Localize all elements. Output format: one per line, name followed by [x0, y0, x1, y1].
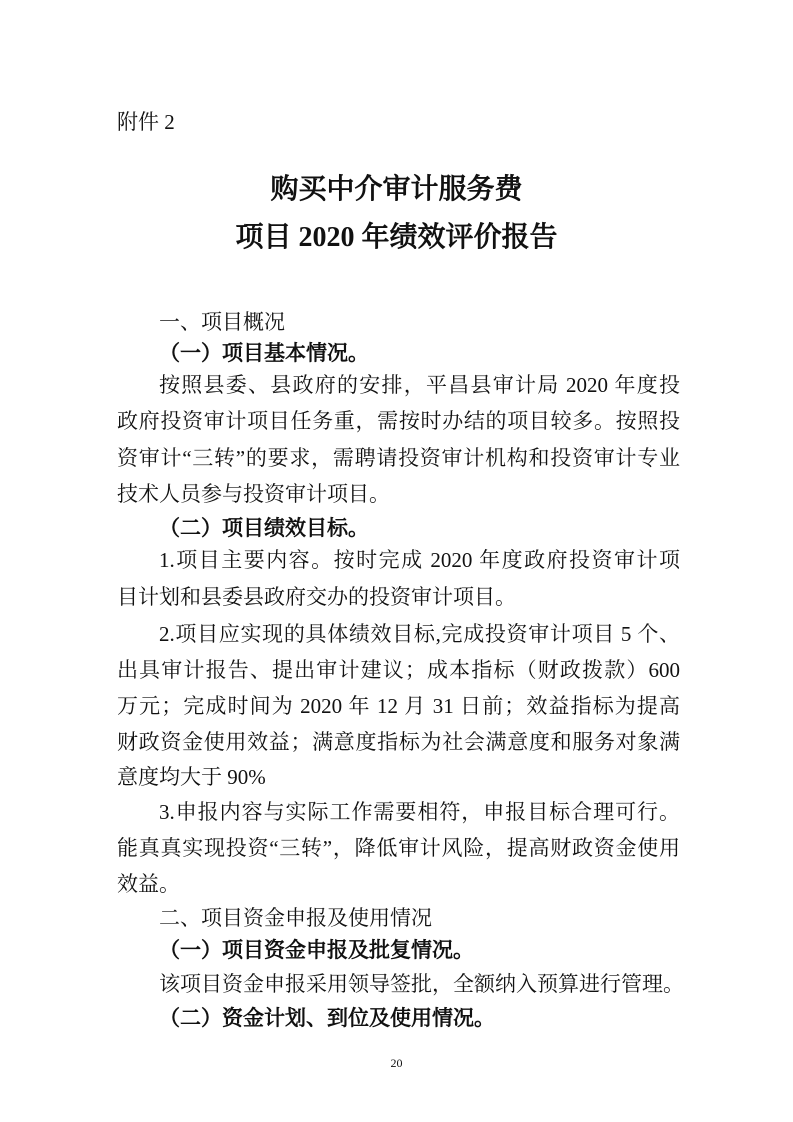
text-line: 效益。: [117, 872, 180, 896]
text-line: 该项目资金申报采用领导签批，全额纳入预算进行管理。: [159, 972, 684, 996]
text-line: 出具审计报告、提出审计建议；成本指标（财政拨款）600: [117, 658, 680, 682]
text-line: 技术人员参与投资审计项目。: [117, 482, 390, 506]
text-line: 3.申报内容与实际工作需要相符，申报目标合理可行。: [159, 800, 680, 824]
attachment-label: 附件 2: [117, 110, 175, 134]
text-line: 政府投资审计项目任务重，需按时办结的项目较多。按照投: [117, 409, 680, 433]
section2-sub2-heading: （二）资金计划、到位及使用情况。: [159, 1006, 495, 1030]
text-line: 万元；完成时间为 2020 年 12 月 31 日前；效益指标为提高: [117, 694, 680, 718]
text-line: 1.项目主要内容。按时完成 2020 年度政府投资审计项: [159, 548, 680, 572]
section1-sub1-heading: （一）项目基本情况。: [159, 341, 369, 365]
text-line: 能真真实现投资“三转”，降低审计风险，提高财政资金使用: [117, 836, 680, 860]
title-line-2: 项目 2020 年绩效评价报告: [235, 222, 558, 253]
text-line: 意度均大于 90%: [117, 765, 266, 789]
section2-sub1-heading: （一）项目资金申报及批复情况。: [159, 938, 474, 962]
page-number: 20: [390, 1056, 403, 1070]
text-line: 按照县委、县政府的安排，平昌县审计局 2020 年度投: [159, 373, 680, 397]
text-line: 2.项目应实现的具体绩效目标,完成投资审计项目 5 个、: [159, 622, 680, 646]
title-line-1: 购买中介审计服务费: [270, 174, 523, 205]
section1-sub2-heading: （二）项目绩效目标。: [159, 516, 369, 540]
section1-heading: 一、项目概况: [159, 310, 285, 334]
text-line: 目计划和县委县政府交办的投资审计项目。: [117, 585, 516, 609]
section2-heading: 二、项目资金申报及使用情况: [159, 906, 432, 930]
text-line: 财政资金使用效益；满意度指标为社会满意度和服务对象满: [117, 730, 680, 754]
text-line: 资审计“三转”的要求，需聘请投资审计机构和投资审计专业: [117, 446, 680, 470]
